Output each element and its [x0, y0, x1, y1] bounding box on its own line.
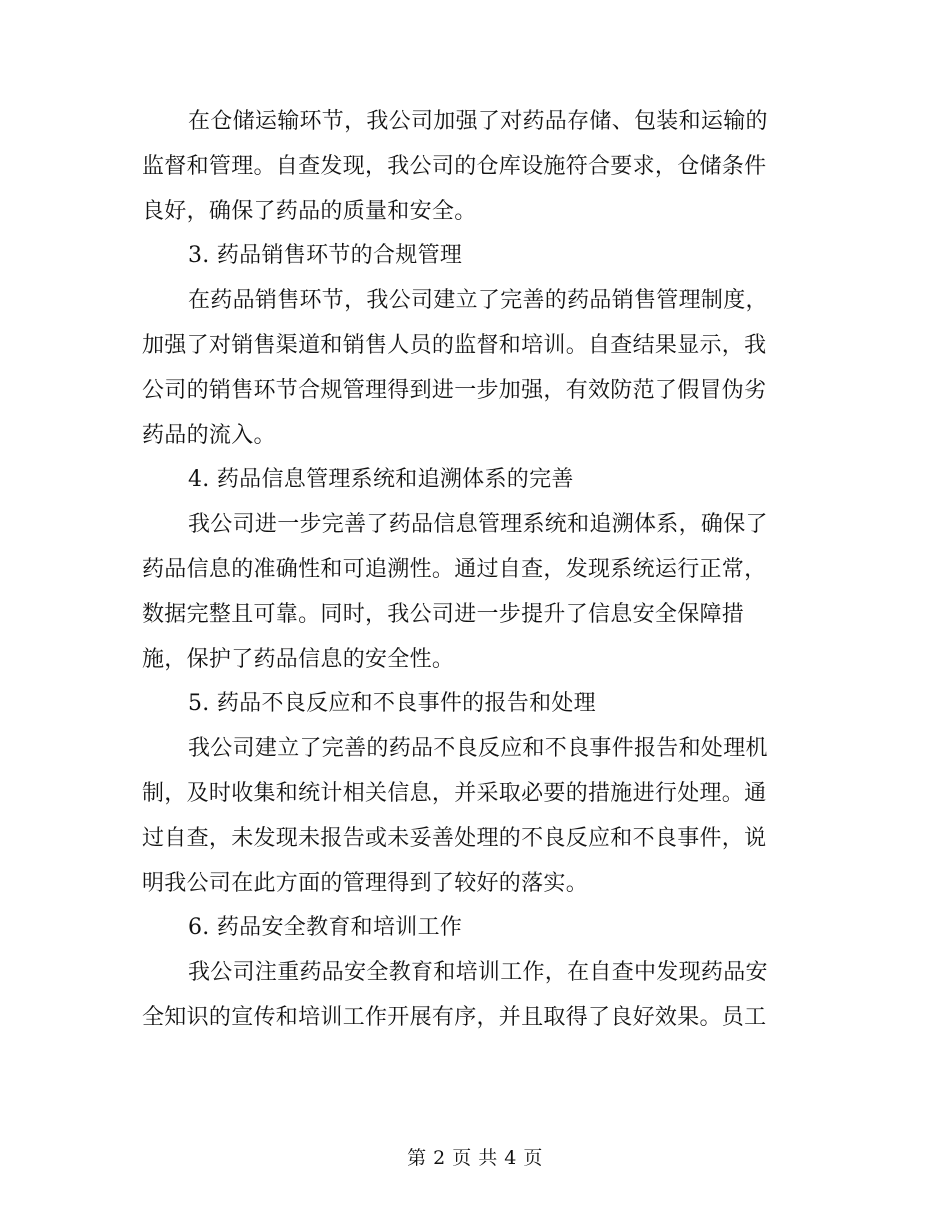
section-heading-5: 5. 药品不良反应和不良事件的报告和处理 — [188, 691, 596, 717]
section-heading-6: 6. 药品安全教育和培训工作 — [188, 915, 463, 941]
text-line: 我公司进一步完善了药品信息管理系统和追溯体系，确保了 — [188, 512, 768, 538]
text-line: 制，及时收集和统计相关信息，并采取必要的措施进行处理。通 — [142, 780, 767, 806]
text-line: 在仓储运输环节，我公司加强了对药品存储、包装和运输的 — [188, 109, 768, 134]
text-line: 全知识的宣传和培训工作开展有序，并且取得了良好效果。员工 — [142, 1004, 767, 1030]
text-line: 过自查，未发现未报告或未妥善处理的不良反应和不良事件，说 — [142, 825, 767, 851]
page-number-footer: 第 2 页 共 4 页 — [407, 1147, 543, 1169]
text-line: 在药品销售环节，我公司建立了完善的药品销售管理制度， — [188, 288, 768, 314]
section-heading-3: 3. 药品销售环节的合规管理 — [188, 243, 463, 269]
text-line: 数据完整且可靠。同时，我公司进一步提升了信息安全保障措 — [142, 601, 745, 627]
text-line: 明我公司在此方面的管理得到了较好的落实。 — [142, 870, 589, 896]
text-line: 施，保护了药品信息的安全性。 — [142, 646, 455, 672]
text-line: 我公司注重药品安全教育和培训工作，在自查中发现药品安 — [188, 960, 768, 986]
text-line: 良好，确保了药品的质量和安全。 — [142, 198, 477, 224]
document-body — [142, 100, 802, 1041]
text-line: 药品信息的准确性和可追溯性。通过自查，发现系统运行正常， — [142, 556, 767, 582]
text-line: 我公司建立了完善的药品不良反应和不良事件报告和处理机 — [188, 736, 768, 762]
text-line: 加强了对销售渠道和销售人员的监督和培训。自查结果显示，我 — [142, 332, 767, 358]
section-heading-4: 4. 药品信息管理系统和追溯体系的完善 — [188, 467, 574, 493]
text-line: 监督和管理。自查发现，我公司的仓库设施符合要求，仓储条件 — [142, 153, 767, 179]
text-line: 公司的销售环节合规管理得到进一步加强，有效防范了假冒伪劣 — [142, 377, 767, 403]
text-line: 药品的流入。 — [142, 422, 276, 448]
